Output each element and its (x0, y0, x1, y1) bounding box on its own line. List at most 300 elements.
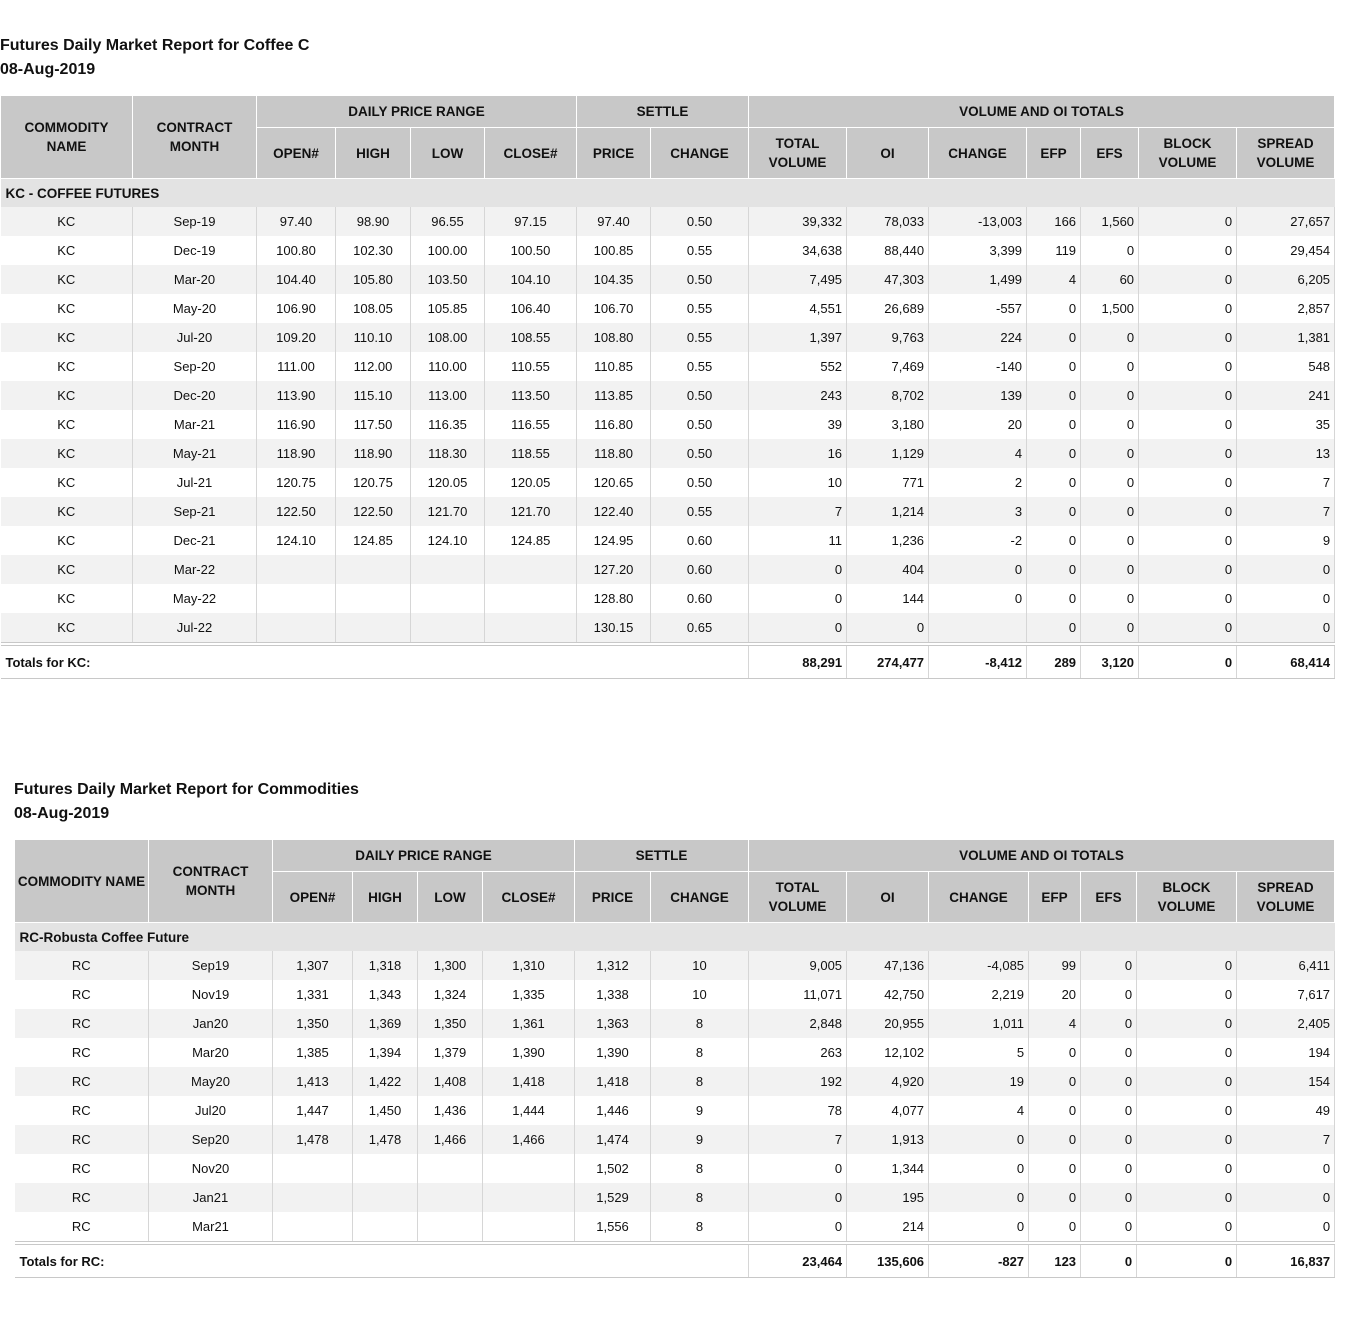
cell-efs: 1,500 (1081, 294, 1139, 323)
cell-spread-volume: 13 (1237, 439, 1335, 468)
cell-settle-price: 1,446 (575, 1096, 651, 1125)
cell-open: 106.90 (257, 294, 336, 323)
cell-high: 1,478 (353, 1125, 418, 1154)
cell-efs: 0 (1081, 236, 1139, 265)
cell-commodity: KC (1, 381, 133, 410)
cell-oi-change: 4 (929, 439, 1027, 468)
cell-total-volume: 39 (749, 410, 847, 439)
cell-efp: 0 (1029, 1212, 1081, 1243)
cell-close: 108.55 (485, 323, 577, 352)
cell-high: 1,343 (353, 980, 418, 1009)
col-open: OPEN# (273, 872, 353, 923)
cell-open: 97.40 (257, 207, 336, 236)
cell-block-volume: 0 (1137, 1067, 1237, 1096)
col-total-volume: TOTAL VOLUME (749, 128, 847, 179)
cell-block-volume: 0 (1139, 468, 1237, 497)
cell-commodity: KC (1, 410, 133, 439)
group-daily-price-range: DAILY PRICE RANGE (257, 96, 577, 128)
cell-block-volume: 0 (1139, 236, 1237, 265)
table-row (1, 584, 1335, 613)
cell-contract-month: Jul20 (149, 1096, 273, 1125)
table-row (15, 1212, 1335, 1243)
cell-low: 1,408 (418, 1067, 483, 1096)
cell-block-volume: 0 (1139, 526, 1237, 555)
cell-total-volume: 39,332 (749, 207, 847, 236)
totals-efs: 3,120 (1081, 644, 1139, 679)
cell-settle-price: 124.95 (577, 526, 651, 555)
cell-efs: 0 (1081, 526, 1139, 555)
cell-efp: 0 (1027, 381, 1081, 410)
cell-open: 113.90 (257, 381, 336, 410)
cell-settle-price: 104.35 (577, 265, 651, 294)
table-row (1, 294, 1335, 323)
cell-contract-month: May-21 (133, 439, 257, 468)
cell-contract-month: Jan21 (149, 1183, 273, 1212)
cell-high: 105.80 (336, 265, 411, 294)
cell-total-volume: 0 (749, 613, 847, 644)
totals-oi: 274,477 (847, 644, 929, 679)
cell-contract-month: Mar21 (149, 1212, 273, 1243)
report-commodities (14, 778, 1334, 1278)
cell-settle-change: 0.50 (651, 410, 749, 439)
cell-block-volume: 0 (1137, 1125, 1237, 1154)
col-high: HIGH (353, 872, 418, 923)
cell-low (418, 1183, 483, 1212)
group-settle: SETTLE (577, 96, 749, 128)
cell-total-volume: 0 (749, 1183, 847, 1212)
cell-efp: 0 (1029, 1154, 1081, 1183)
cell-commodity: RC (15, 1096, 149, 1125)
cell-high: 115.10 (336, 381, 411, 410)
cell-efp: 0 (1027, 526, 1081, 555)
cell-total-volume: 0 (749, 555, 847, 584)
cell-block-volume: 0 (1137, 1096, 1237, 1125)
cell-open: 1,478 (273, 1125, 353, 1154)
cell-settle-change: 0.55 (651, 294, 749, 323)
col-efs: EFS (1081, 872, 1137, 923)
cell-open (257, 584, 336, 613)
cell-contract-month: Nov20 (149, 1154, 273, 1183)
cell-total-volume: 243 (749, 381, 847, 410)
cell-total-volume: 7 (749, 497, 847, 526)
cell-open: 124.10 (257, 526, 336, 555)
cell-total-volume: 9,005 (749, 951, 847, 980)
cell-oi: 144 (847, 584, 929, 613)
col-change: CHANGE (651, 128, 749, 179)
cell-block-volume: 0 (1137, 951, 1237, 980)
totals-label: Totals for RC: (15, 1243, 749, 1278)
cell-efs: 0 (1081, 1212, 1137, 1243)
cell-high: 1,450 (353, 1096, 418, 1125)
cell-block-volume: 0 (1137, 1212, 1237, 1243)
cell-commodity: RC (15, 1183, 149, 1212)
table-row (1, 236, 1335, 265)
table-row (15, 1154, 1335, 1183)
cell-close: 1,418 (483, 1067, 575, 1096)
col-contract-month: CONTRACT MONTH (133, 96, 257, 179)
cell-oi: 42,750 (847, 980, 929, 1009)
cell-contract-month: Mar20 (149, 1038, 273, 1067)
cell-oi-change: 3,399 (929, 236, 1027, 265)
cell-open: 109.20 (257, 323, 336, 352)
cell-settle-change: 0.55 (651, 323, 749, 352)
cell-total-volume: 10 (749, 468, 847, 497)
cell-high: 122.50 (336, 497, 411, 526)
cell-block-volume: 0 (1137, 1038, 1237, 1067)
cell-contract-month: Jul-20 (133, 323, 257, 352)
cell-efp: 0 (1027, 323, 1081, 352)
cell-oi-change: -557 (929, 294, 1027, 323)
cell-high: 118.90 (336, 439, 411, 468)
cell-commodity: RC (15, 1038, 149, 1067)
cell-high: 102.30 (336, 236, 411, 265)
cell-block-volume: 0 (1139, 381, 1237, 410)
cell-commodity: KC (1, 468, 133, 497)
cell-oi: 47,136 (847, 951, 929, 980)
cell-spread-volume: 7 (1237, 497, 1335, 526)
cell-settle-price: 130.15 (577, 613, 651, 644)
cell-low (411, 613, 485, 644)
col-contract-month: CONTRACT MONTH (149, 840, 273, 923)
cell-close: 1,444 (483, 1096, 575, 1125)
cell-settle-change: 8 (651, 1009, 749, 1038)
totals-total-volume: 23,464 (749, 1243, 847, 1278)
cell-open (273, 1183, 353, 1212)
cell-oi-change: 2,219 (929, 980, 1029, 1009)
cell-low: 1,436 (418, 1096, 483, 1125)
cell-settle-change: 8 (651, 1154, 749, 1183)
cell-efp: 0 (1027, 410, 1081, 439)
cell-low: 96.55 (411, 207, 485, 236)
cell-oi: 78,033 (847, 207, 929, 236)
cell-close: 113.50 (485, 381, 577, 410)
cell-efs: 0 (1081, 1009, 1137, 1038)
cell-oi-change: 0 (929, 1212, 1029, 1243)
cell-spread-volume: 49 (1237, 1096, 1335, 1125)
cell-efp: 0 (1029, 1183, 1081, 1212)
cell-close: 1,361 (483, 1009, 575, 1038)
cell-low: 110.00 (411, 352, 485, 381)
cell-efp: 0 (1027, 613, 1081, 644)
cell-low: 116.35 (411, 410, 485, 439)
cell-high: 1,318 (353, 951, 418, 980)
cell-settle-price: 108.80 (577, 323, 651, 352)
cell-spread-volume: 7 (1237, 468, 1335, 497)
cell-oi: 1,214 (847, 497, 929, 526)
cell-commodity: RC (15, 980, 149, 1009)
cell-high: 117.50 (336, 410, 411, 439)
cell-settle-change: 0.50 (651, 207, 749, 236)
cell-contract-month: Dec-19 (133, 236, 257, 265)
col-total-volume: TOTAL VOLUME (749, 872, 847, 923)
cell-contract-month: Dec-21 (133, 526, 257, 555)
col-block-volume: BLOCK VOLUME (1139, 128, 1237, 179)
cell-oi-change: 19 (929, 1067, 1029, 1096)
cell-contract-month: Dec-20 (133, 381, 257, 410)
cell-spread-volume: 0 (1237, 1154, 1335, 1183)
cell-efs: 1,560 (1081, 207, 1139, 236)
table-row (1, 613, 1335, 644)
totals-spread-volume: 68,414 (1237, 644, 1335, 679)
cell-spread-volume: 2,857 (1237, 294, 1335, 323)
cell-high: 124.85 (336, 526, 411, 555)
cell-contract-month: Mar-20 (133, 265, 257, 294)
col-block-volume: BLOCK VOLUME (1137, 872, 1237, 923)
cell-total-volume: 78 (749, 1096, 847, 1125)
cell-spread-volume: 35 (1237, 410, 1335, 439)
cell-oi-change: 0 (929, 584, 1027, 613)
group-volume-oi: VOLUME AND OI TOTALS (749, 96, 1335, 128)
cell-low: 1,379 (418, 1038, 483, 1067)
cell-open (273, 1212, 353, 1243)
cell-settle-price: 120.65 (577, 468, 651, 497)
cell-high: 108.05 (336, 294, 411, 323)
cell-open: 120.75 (257, 468, 336, 497)
table-row (1, 323, 1335, 352)
cell-total-volume: 4,551 (749, 294, 847, 323)
cell-settle-change: 0.55 (651, 352, 749, 381)
cell-spread-volume: 27,657 (1237, 207, 1335, 236)
cell-close: 1,466 (483, 1125, 575, 1154)
cell-oi-change: 20 (929, 410, 1027, 439)
cell-block-volume: 0 (1139, 207, 1237, 236)
report-coffee-c (0, 34, 1334, 679)
cell-oi: 1,913 (847, 1125, 929, 1154)
cell-open: 116.90 (257, 410, 336, 439)
table-row (15, 951, 1335, 980)
table-row (15, 1067, 1335, 1096)
cell-contract-month: Jul-21 (133, 468, 257, 497)
section-label: RC-Robusta Coffee Future (15, 923, 1335, 952)
cell-high (353, 1154, 418, 1183)
cell-block-volume: 0 (1137, 1183, 1237, 1212)
cell-low: 118.30 (411, 439, 485, 468)
cell-settle-change: 0.65 (651, 613, 749, 644)
cell-low: 113.00 (411, 381, 485, 410)
market-table (14, 839, 1335, 1278)
cell-spread-volume: 2,405 (1237, 1009, 1335, 1038)
cell-efp: 119 (1027, 236, 1081, 265)
col-high: HIGH (336, 128, 411, 179)
cell-low (411, 584, 485, 613)
cell-high: 120.75 (336, 468, 411, 497)
cell-low: 1,350 (418, 1009, 483, 1038)
cell-settle-price: 122.40 (577, 497, 651, 526)
col-efs: EFS (1081, 128, 1139, 179)
cell-oi: 4,077 (847, 1096, 929, 1125)
cell-commodity: KC (1, 439, 133, 468)
col-oi: OI (847, 128, 929, 179)
cell-commodity: KC (1, 207, 133, 236)
cell-high (353, 1183, 418, 1212)
cell-settle-price: 97.40 (577, 207, 651, 236)
totals-block-volume: 0 (1139, 644, 1237, 679)
cell-oi: 1,236 (847, 526, 929, 555)
cell-efp: 0 (1027, 584, 1081, 613)
cell-efs: 0 (1081, 980, 1137, 1009)
cell-block-volume: 0 (1137, 1009, 1237, 1038)
cell-oi-change: -4,085 (929, 951, 1029, 980)
cell-low: 105.85 (411, 294, 485, 323)
table-row (1, 352, 1335, 381)
cell-settle-change: 10 (651, 980, 749, 1009)
cell-contract-month: May-22 (133, 584, 257, 613)
cell-block-volume: 0 (1137, 1154, 1237, 1183)
cell-efp: 0 (1029, 1096, 1081, 1125)
cell-efs: 0 (1081, 951, 1137, 980)
cell-oi: 7,469 (847, 352, 929, 381)
cell-commodity: KC (1, 265, 133, 294)
cell-settle-change: 0.50 (651, 439, 749, 468)
cell-total-volume: 7,495 (749, 265, 847, 294)
cell-settle-change: 9 (651, 1096, 749, 1125)
cell-low (418, 1154, 483, 1183)
cell-total-volume: 552 (749, 352, 847, 381)
cell-commodity: KC (1, 236, 133, 265)
totals-efp: 289 (1027, 644, 1081, 679)
cell-oi: 8,702 (847, 381, 929, 410)
table-row (1, 555, 1335, 584)
cell-efp: 0 (1027, 439, 1081, 468)
cell-efp: 0 (1029, 1067, 1081, 1096)
cell-commodity: RC (15, 1067, 149, 1096)
cell-close: 110.55 (485, 352, 577, 381)
cell-settle-change: 0.50 (651, 381, 749, 410)
cell-settle-price: 1,502 (575, 1154, 651, 1183)
cell-block-volume: 0 (1137, 980, 1237, 1009)
cell-block-volume: 0 (1139, 613, 1237, 644)
cell-block-volume: 0 (1139, 265, 1237, 294)
section-label: KC - COFFEE FUTURES (1, 179, 1335, 208)
cell-low (418, 1212, 483, 1243)
cell-settle-price: 106.70 (577, 294, 651, 323)
cell-commodity: KC (1, 323, 133, 352)
cell-efs: 0 (1081, 1067, 1137, 1096)
cell-settle-change: 0.60 (651, 526, 749, 555)
market-table (0, 95, 1335, 679)
cell-close: 97.15 (485, 207, 577, 236)
cell-oi: 12,102 (847, 1038, 929, 1067)
cell-settle-change: 10 (651, 951, 749, 980)
cell-efs: 0 (1081, 584, 1139, 613)
cell-oi-change: 4 (929, 1096, 1029, 1125)
cell-contract-month: Sep-21 (133, 497, 257, 526)
cell-settle-price: 127.20 (577, 555, 651, 584)
cell-high: 110.10 (336, 323, 411, 352)
cell-efs: 0 (1081, 613, 1139, 644)
cell-efs: 0 (1081, 1125, 1137, 1154)
col-change: CHANGE (651, 872, 749, 923)
cell-total-volume: 2,848 (749, 1009, 847, 1038)
cell-oi: 26,689 (847, 294, 929, 323)
cell-open: 1,350 (273, 1009, 353, 1038)
cell-open: 118.90 (257, 439, 336, 468)
cell-oi: 195 (847, 1183, 929, 1212)
cell-settle-change: 0.50 (651, 468, 749, 497)
cell-settle-change: 0.60 (651, 584, 749, 613)
cell-open (257, 555, 336, 584)
cell-close: 116.55 (485, 410, 577, 439)
cell-settle-change: 0.55 (651, 236, 749, 265)
cell-total-volume: 11,071 (749, 980, 847, 1009)
cell-oi-change: 2 (929, 468, 1027, 497)
cell-total-volume: 0 (749, 1154, 847, 1183)
cell-close: 124.85 (485, 526, 577, 555)
cell-settle-price: 1,418 (575, 1067, 651, 1096)
cell-close: 121.70 (485, 497, 577, 526)
cell-oi: 1,344 (847, 1154, 929, 1183)
cell-block-volume: 0 (1139, 294, 1237, 323)
cell-high: 112.00 (336, 352, 411, 381)
cell-oi-change: 1,011 (929, 1009, 1029, 1038)
cell-low: 1,466 (418, 1125, 483, 1154)
cell-efs: 0 (1081, 1183, 1137, 1212)
cell-commodity: KC (1, 555, 133, 584)
cell-oi-change: 1,499 (929, 265, 1027, 294)
report-title: Futures Daily Market Report for Coffee C (0, 37, 310, 54)
cell-oi: 404 (847, 555, 929, 584)
cell-total-volume: 7 (749, 1125, 847, 1154)
cell-settle-price: 1,338 (575, 980, 651, 1009)
cell-block-volume: 0 (1139, 584, 1237, 613)
cell-efp: 0 (1027, 294, 1081, 323)
cell-close (483, 1154, 575, 1183)
cell-low: 1,300 (418, 951, 483, 980)
cell-block-volume: 0 (1139, 497, 1237, 526)
cell-contract-month: Nov19 (149, 980, 273, 1009)
cell-efp: 0 (1027, 497, 1081, 526)
table-row (1, 207, 1335, 236)
cell-settle-change: 8 (651, 1183, 749, 1212)
cell-high: 1,422 (353, 1067, 418, 1096)
cell-efp: 4 (1029, 1009, 1081, 1038)
cell-spread-volume: 0 (1237, 555, 1335, 584)
cell-commodity: KC (1, 352, 133, 381)
cell-open: 1,385 (273, 1038, 353, 1067)
col-low: LOW (411, 128, 485, 179)
cell-open: 100.80 (257, 236, 336, 265)
table-row (15, 1125, 1335, 1154)
table-row (1, 381, 1335, 410)
cell-efp: 0 (1027, 555, 1081, 584)
cell-close: 104.10 (485, 265, 577, 294)
cell-settle-price: 1,529 (575, 1183, 651, 1212)
report-date: 08-Aug-2019 (0, 61, 96, 78)
cell-settle-price: 113.85 (577, 381, 651, 410)
cell-commodity: KC (1, 613, 133, 644)
table-row (15, 1009, 1335, 1038)
cell-spread-volume: 1,381 (1237, 323, 1335, 352)
cell-oi-change: 139 (929, 381, 1027, 410)
cell-open: 1,447 (273, 1096, 353, 1125)
cell-efs: 0 (1081, 323, 1139, 352)
table-row (15, 1183, 1335, 1212)
col-close: CLOSE# (483, 872, 575, 923)
cell-oi-change: 0 (929, 1154, 1029, 1183)
cell-close (485, 555, 577, 584)
cell-efs: 0 (1081, 381, 1139, 410)
cell-settle-change: 8 (651, 1038, 749, 1067)
cell-oi: 1,129 (847, 439, 929, 468)
col-spread-volume: SPREAD VOLUME (1237, 872, 1335, 923)
cell-close: 106.40 (485, 294, 577, 323)
cell-commodity: KC (1, 584, 133, 613)
cell-settle-price: 110.85 (577, 352, 651, 381)
cell-settle-price: 1,312 (575, 951, 651, 980)
cell-commodity: KC (1, 294, 133, 323)
cell-spread-volume: 6,411 (1237, 951, 1335, 980)
totals-block-volume: 0 (1137, 1243, 1237, 1278)
